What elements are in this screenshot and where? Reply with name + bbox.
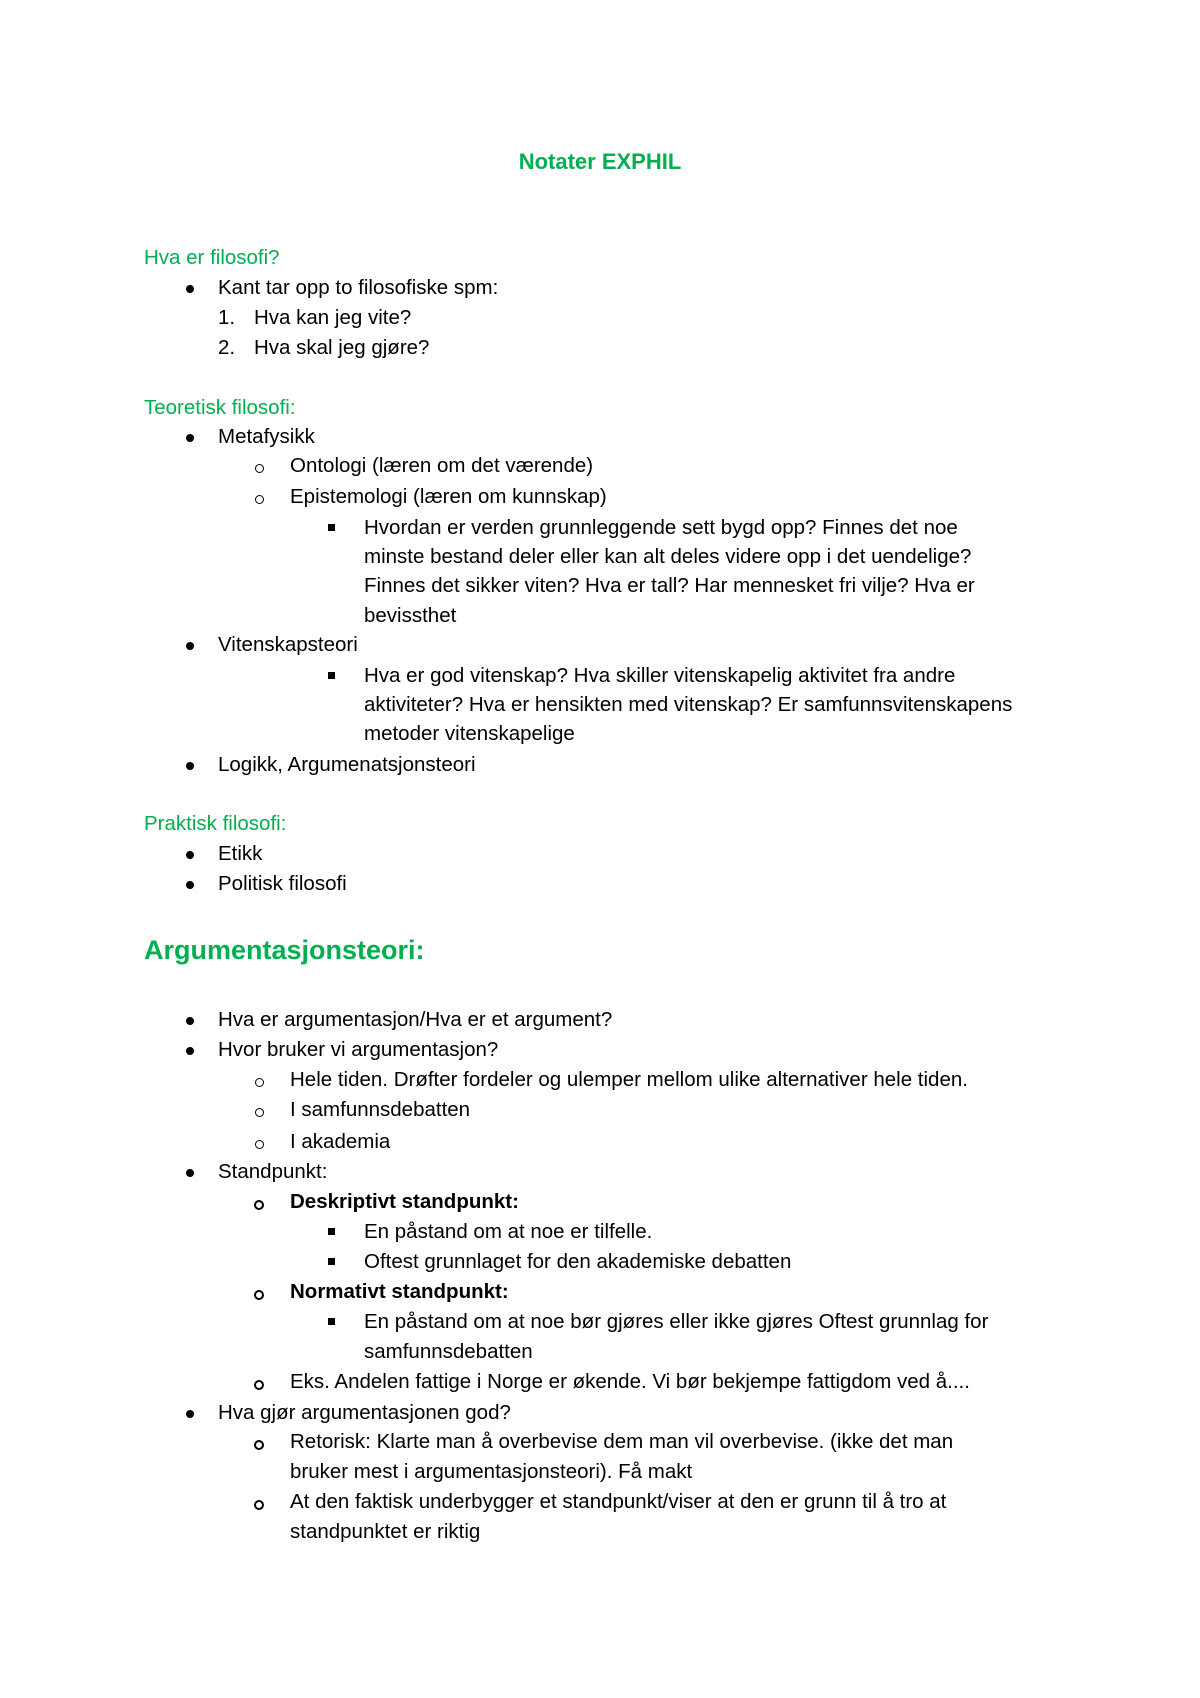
- bullet-square: [328, 1318, 335, 1325]
- bullet-square: [328, 1228, 335, 1235]
- list-item: Oftest grunnlaget for den akademiske debatten: [364, 1250, 792, 1273]
- bullet-circle: [255, 495, 264, 504]
- list-number: 2.: [218, 336, 236, 359]
- list-item-line: metoder vitenskapelige: [364, 722, 575, 745]
- list-item: Hva skal jeg gjøre?: [254, 336, 430, 359]
- bullet-dot: [186, 1410, 194, 1418]
- bullet-dot: [186, 881, 194, 889]
- bullet-circle-bold: [254, 1380, 264, 1390]
- list-item: Metafysikk: [218, 425, 315, 448]
- bullet-square: [328, 524, 335, 531]
- list-item: Hva gjør argumentasjonen god?: [218, 1401, 511, 1424]
- list-item: Vitenskapsteori: [218, 633, 358, 656]
- bullet-circle: [255, 1108, 264, 1117]
- bullet-square: [328, 1258, 335, 1265]
- bullet-dot: [186, 642, 194, 650]
- bullet-dot: [186, 1017, 194, 1025]
- bullet-dot: [186, 285, 194, 293]
- list-item: Politisk filosofi: [218, 872, 347, 895]
- list-item-line: samfunnsdebatten: [364, 1340, 533, 1363]
- list-item-line: minste bestand deler eller kan alt deles videre opp i det uendelige?: [364, 545, 972, 568]
- list-item: I samfunnsdebatten: [290, 1098, 471, 1121]
- list-item-line: Finnes det sikker viten? Hva er tall? Har mennesket fri vilje? Hva er: [364, 574, 975, 597]
- list-item-line: En påstand om at noe bør gjøres eller ikke gjøres Oftest grunnlag for: [364, 1310, 989, 1333]
- bullet-circle-bold: [254, 1200, 264, 1210]
- list-item: Hva kan jeg vite?: [254, 306, 412, 329]
- list-item: Ontologi (læren om det værende): [290, 454, 594, 477]
- list-item-line: aktiviteter? Hva er hensikten med vitenskap? Er samfunnsvitenskapens: [364, 693, 1013, 716]
- bullet-dot: [186, 762, 194, 770]
- list-item-line: standpunktet er riktig: [290, 1520, 481, 1543]
- list-item: Kant tar opp to filosofiske spm:: [218, 276, 499, 299]
- list-item: Normativt standpunkt:: [290, 1280, 509, 1303]
- list-item: Logikk, Argumenatsjonsteori: [218, 753, 476, 776]
- section-heading-praktisk-filosofi: Praktisk filosofi:: [144, 812, 287, 835]
- list-item: Etikk: [218, 842, 263, 865]
- list-item: Eks. Andelen fattige i Norge er økende. Vi bør bekjempe fattigdom ved å....: [290, 1370, 970, 1393]
- bullet-dot: [186, 1169, 194, 1177]
- bullet-circle: [255, 464, 264, 473]
- section-heading-argumentasjonsteori: Argumentasjonsteori:: [144, 935, 425, 965]
- list-item: Hele tiden. Drøfter fordeler og ulemper mellom ulike alternativer hele tiden.: [290, 1068, 968, 1091]
- bullet-circle: [255, 1140, 264, 1149]
- bullet-dot: [186, 851, 194, 859]
- list-item: En påstand om at noe er tilfelle.: [364, 1220, 653, 1243]
- bullet-circle: [255, 1078, 264, 1087]
- list-item-line: bevissthet: [364, 604, 457, 627]
- list-item: Epistemologi (læren om kunnskap): [290, 485, 607, 508]
- bullet-circle-bold: [254, 1440, 264, 1450]
- list-item-line: Retorisk: Klarte man å overbevise dem man vil overbevise. (ikke det man: [290, 1430, 954, 1453]
- list-item: Deskriptivt standpunkt:: [290, 1190, 519, 1213]
- list-item-line: At den faktisk underbygger et standpunkt/viser at den er grunn til å tro at: [290, 1490, 947, 1513]
- list-item-line: bruker mest i argumentasjonsteori). Få makt: [290, 1460, 693, 1483]
- list-item-line: Hvordan er verden grunnleggende sett bygd opp? Finnes det noe: [364, 516, 958, 539]
- bullet-dot: [186, 1047, 194, 1055]
- list-item-line: Hva er god vitenskap? Hva skiller vitenskapelig aktivitet fra andre: [364, 664, 956, 687]
- page-title: Notater EXPHIL: [518, 149, 682, 174]
- list-item: Standpunkt:: [218, 1160, 328, 1183]
- list-item: Hva er argumentasjon/Hva er et argument?: [218, 1008, 613, 1031]
- section-heading-hva-er-filosofi: Hva er filosofi?: [144, 246, 280, 269]
- list-number: 1.: [218, 306, 236, 329]
- bullet-circle-bold: [254, 1500, 264, 1510]
- bullet-dot: [186, 434, 194, 442]
- list-item: Hvor bruker vi argumentasjon?: [218, 1038, 499, 1061]
- list-item: I akademia: [290, 1130, 391, 1153]
- section-heading-teoretisk-filosofi: Teoretisk filosofi:: [144, 396, 296, 419]
- bullet-circle-bold: [254, 1290, 264, 1300]
- bullet-square: [328, 672, 335, 679]
